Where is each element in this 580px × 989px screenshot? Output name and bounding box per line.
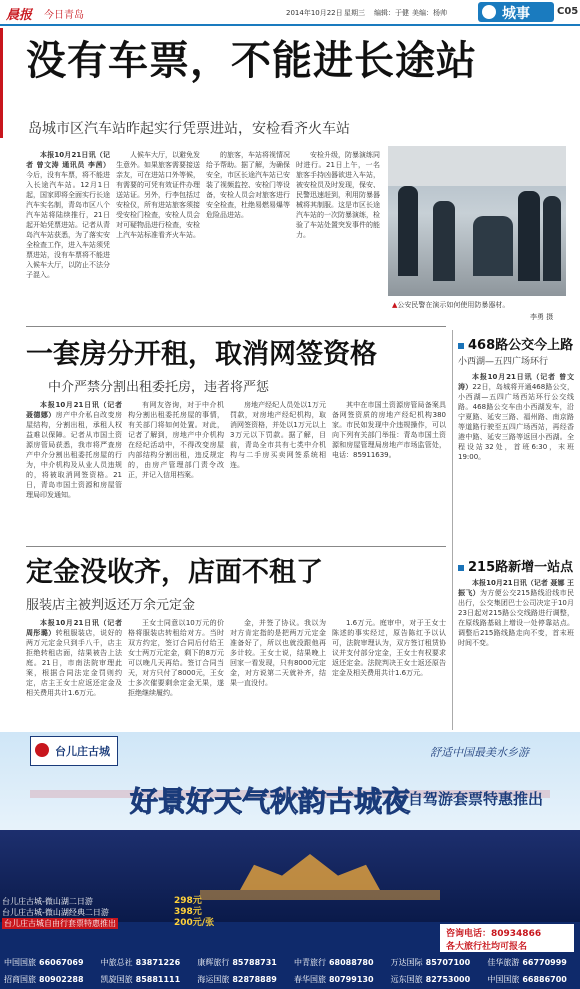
ad-contact bbox=[387, 971, 484, 988]
page-number: C05 bbox=[557, 6, 579, 17]
story1-byline: 本报10月21日讯（记者 曾文涛 通讯员 李茜） bbox=[26, 151, 110, 169]
ad-route: 台儿庄古城-微山湖经典二日游 bbox=[2, 908, 109, 917]
ad-contact-tel: 85707100 bbox=[425, 958, 471, 967]
ad-logo: 台儿庄古城 bbox=[30, 736, 118, 766]
photo-officer bbox=[518, 191, 540, 281]
story3-headline: 定金没收齐，店面不租了 bbox=[26, 557, 323, 588]
ad-subline: 自驾游套票特惠推出 bbox=[408, 790, 544, 808]
ad-contact-tel: 83871226 bbox=[135, 958, 181, 967]
story1-photo bbox=[388, 146, 566, 296]
story1-subhead: 岛城市区汽车站昨起实行凭票进站，安检看齐火车站 bbox=[28, 121, 350, 137]
ad-contact bbox=[483, 971, 580, 988]
photo-ceiling bbox=[388, 146, 566, 186]
ad-contact-name: 中国国旅 bbox=[4, 958, 36, 967]
ad-contact bbox=[387, 954, 484, 971]
channel-badge bbox=[478, 2, 554, 22]
sidebar2-byline: 本报10月21日讯（记者 聂娜 王振飞） bbox=[458, 579, 574, 597]
page-header bbox=[0, 0, 580, 26]
editor: 编辑：于健 bbox=[374, 9, 409, 17]
divider bbox=[26, 546, 446, 547]
ad-contact bbox=[0, 971, 97, 988]
ad-contact-name: 康辉旅行 bbox=[197, 958, 230, 967]
photo-credit: 李勇 摄 bbox=[530, 313, 554, 321]
photo-officer bbox=[398, 186, 418, 276]
ad-headline: 好景好天气秋韵古城夜 bbox=[130, 785, 411, 818]
story2-headline: 一套房分开租，取消网签资格 bbox=[26, 339, 377, 370]
story2-col1: 本报10月21日讯（记者 聂德娜）房产中介私自改变房屋结构，分割出租，承租人权益难以保障。记者从市国土资源房管局获悉，我市将严查房产中介分割出租委托房屋的行为，中介机构及从业人员违规的，将被取消网签资格。21日，青岛市国土资源和房屋管理局印发通知。 bbox=[26, 401, 122, 499]
ad-contact bbox=[0, 954, 97, 971]
ad-contact bbox=[97, 971, 194, 988]
story3-col3: 金，并签了协议。我以为对方肯定指的是把两万元定金准备好了，所以也就没跟他再多计较。王女士说，结果晚上回家一看发现，只有8000元定金，对方说第二天就补齐，结果一直没付。 bbox=[230, 619, 326, 687]
story2-col4: 其中在市国土资源房管局备案具备网签资质的房地产经纪机构380家。市民如发现中介违规操作，可以向下列有关部门举报：青岛市国土资源和房屋管理局房地产市场监管处，电话：85911639。 bbox=[332, 401, 446, 459]
divider bbox=[26, 326, 446, 327]
story3-col4: 1.6万元。庭审中，对于王女士陈述的事实经过，原告陈红予以认可，法院审理认为，双方签订租赁协议并支付部分定金，王女士有权要求返还定金。法院判决王女士返还原告定金及相关费用共计1.6万元。 bbox=[332, 619, 446, 677]
sidebar2-body: 本报10月21日讯（记者 聂娜 王振飞）为方便公交215路线沿线市民出行，公交集团巴士公司决定于10月23日起对215路公交线路进行调整，在原线路基础上增设一处停靠站点。调整后215路线路走向不变，首末班时间不变。 bbox=[458, 579, 574, 647]
story2-subhead: 中介严禁分割出租委托房，违者将严惩 bbox=[48, 380, 270, 395]
sidebar1-subhead: 小西湖—五四广场环行 bbox=[458, 357, 549, 367]
channel-name: 城事 bbox=[502, 6, 530, 22]
ad-contact-name: 凯旋国旅 bbox=[100, 975, 133, 984]
ad-contact-grid bbox=[0, 954, 580, 989]
ad-contact-name: 中青旅行 bbox=[293, 958, 326, 967]
photo-officer bbox=[473, 216, 513, 276]
ad-contact-tel: 66770999 bbox=[522, 958, 567, 967]
ad-contact-tel: 80799130 bbox=[328, 975, 374, 984]
story2-col3: 房地产经纪人员处以1万元罚款，对房地产经纪机构，取消网签资格，并处以1万元以上3万元以下罚款。据了解，目前，青岛全市共有七类中介机构与二手房买卖网签系统相连。 bbox=[230, 401, 326, 469]
story3-byline: 本报10月21日讯（记者 周彤璐） bbox=[26, 619, 122, 637]
ad-route: 台儿庄古城自由行套票特惠推出 bbox=[4, 919, 116, 928]
weekday: 星期三 bbox=[344, 9, 365, 17]
ad-contact bbox=[97, 954, 194, 971]
story1-col1: 本报10月21日讯（记者 曾文涛 通讯员 李茜）今后，没有车票，将不能进入长途汽车站。12月1日起，国家即将全面实行长途汽车实名制，青岛市区八个汽车站将陆续推行，21日起开始凭票进站。记者从青岛汽车站获悉，为了落实安全检查工作，进入车站须凭票进站，没有车票将不能进入候车大厅，以防止不法分子混入。 bbox=[26, 151, 110, 279]
ad-contact bbox=[290, 971, 387, 988]
sidebar1-headline: 468路公交今上路 bbox=[458, 334, 574, 353]
ad-route: 台儿庄古城-微山湖二日游 bbox=[2, 897, 93, 906]
story2-byline: 本报10月21日讯（记者 聂德娜） bbox=[26, 401, 122, 419]
channel-logo-icon bbox=[482, 5, 496, 19]
story3-col1: 本报10月21日讯（记者 周彤璐）转租服装店，说好的两万元定金只到手八千，店主拒绝转租店面，结果被告上法庭。21日，市南法院审理此案，根据合同法定金罚则约定，店主王女士应返还定金及相关费用共计1.6万元。 bbox=[26, 619, 122, 697]
section-name: 今日青岛 bbox=[44, 10, 84, 21]
ad-tagline: 舒适中国最美水乡游 bbox=[430, 746, 529, 759]
sidebar1-body: 本报10月21日讯（记者 曾文涛）22日，岛城将开通468路公交，小西湖—五四广场西站环行公交线路。468路公交车由小西湖发车，沿宁夏路、延安三路、福州路、南京路等道路行驶至五四广场西站，再经香港中路、延安三路等返回小西湖。全程设站32处，首班6:30，末班19:00。 bbox=[458, 373, 574, 461]
sidebar-rule bbox=[452, 330, 453, 730]
story1-col4: 安检升级，防暴演练同时进行。21日上午，一名旅客手持凶器欲进入车站，被安检员及时发现，保安、民警迅速赶到，利用防暴器械将其制服。这是市区长途汽车站的一次防暴演练，检验了车站处置突发事件的能力。 bbox=[296, 151, 380, 239]
ad-contact-tel: 80902288 bbox=[39, 975, 84, 984]
story2-col2: 有网友咨询，对于中介机构分割出租委托房屋的事情，有关部门将如何处置。对此，记者了解到，房地产中介机构在经纪活动中，不得改变房屋内部结构分割出租，违反规定的，由房产管理部门责令改正，并记入信用档案。 bbox=[128, 401, 224, 479]
paper-name: 晨报 bbox=[6, 8, 33, 23]
ad-contact-name: 万达国际 bbox=[390, 958, 423, 967]
date: 2014年10月22日 bbox=[286, 9, 343, 17]
ad-contact bbox=[193, 954, 290, 971]
ad-contact-tel: 66067069 bbox=[39, 958, 84, 967]
ad-contact-name: 春华国旅 bbox=[293, 975, 326, 984]
story1-headline: 没有车票，不能进长途站 bbox=[26, 38, 477, 84]
ad-prices: 298元 398元 200元/张 bbox=[174, 896, 215, 928]
sidebar2-headline: 215路新增一站点 bbox=[458, 556, 574, 575]
ad-hotline-box: 咨询电话：80934866 各大旅行社均可报名 bbox=[440, 924, 574, 952]
photo-officer bbox=[433, 201, 455, 281]
ad-contact-tel: 85788731 bbox=[232, 958, 277, 967]
sidebar1-byline: 本报10月21日讯（记者 曾文涛） bbox=[458, 373, 574, 391]
story3-col2: 王女士同意以10万元的价格将服装店转租给对方。当时双方约定，签订合同后付给王女士两万元定金，剩下的8万元可以晚几天再给。签订合同当天，对方只付了8000元，王女士多次催要剩余定金无果，遂拒绝继续履约。 bbox=[128, 619, 224, 697]
ad-contact-tel: 82878889 bbox=[232, 975, 277, 984]
ad-contact-name: 中旅总社 bbox=[100, 958, 133, 967]
ad-contact-name: 中国国旅 bbox=[487, 975, 520, 984]
photo-officer bbox=[543, 196, 561, 281]
story1-col3: 的旅客，车站将视情况给予帮助。据了解，为确保安全，市区长途汽车站已安装了视频监控、安检门等设备，安检人员会对旅客进行安全检查，杜绝易燃易爆等危险品进站。 bbox=[206, 151, 290, 219]
ad-contact-tel: 85881111 bbox=[135, 975, 181, 984]
square-bullet-icon bbox=[458, 343, 464, 349]
ad-contact-tel: 68088780 bbox=[328, 958, 374, 967]
story3-subhead: 服装店主被判返还万余元定金 bbox=[26, 598, 196, 613]
ad-contact-name: 远东国旅 bbox=[390, 975, 423, 984]
ad-contact-tel: 66886700 bbox=[522, 975, 567, 984]
story1-col2: 人候车大厅，以避免发生意外。如果旅客需要接送亲友，可在进站口外等候，有需要的可凭有效证件办理送站证。另外，行李包括过安检仪，所有进站旅客须接受安检门检查，安检人员会对可疑物品进行检查，安检上汽车站标准看齐火车站。 bbox=[116, 151, 200, 239]
seal-icon bbox=[35, 743, 49, 757]
ad-contact bbox=[483, 954, 580, 971]
photo-caption: ▲公安民警在演示如何使用防暴器材。 bbox=[392, 301, 510, 309]
ad-contact bbox=[290, 954, 387, 971]
accent-bar bbox=[0, 28, 3, 138]
ad-contact-tel: 82753000 bbox=[425, 975, 471, 984]
ad-contact bbox=[193, 971, 290, 988]
ad-contact-name: 佳华旅游 bbox=[487, 958, 520, 967]
designer: 美编：杨帅 bbox=[412, 9, 447, 17]
square-bullet-icon bbox=[458, 565, 464, 571]
ad-contact-name: 海运国旅 bbox=[197, 975, 230, 984]
ad-contact-name: 招商国旅 bbox=[4, 975, 36, 984]
ad-banner[interactable] bbox=[0, 732, 580, 989]
